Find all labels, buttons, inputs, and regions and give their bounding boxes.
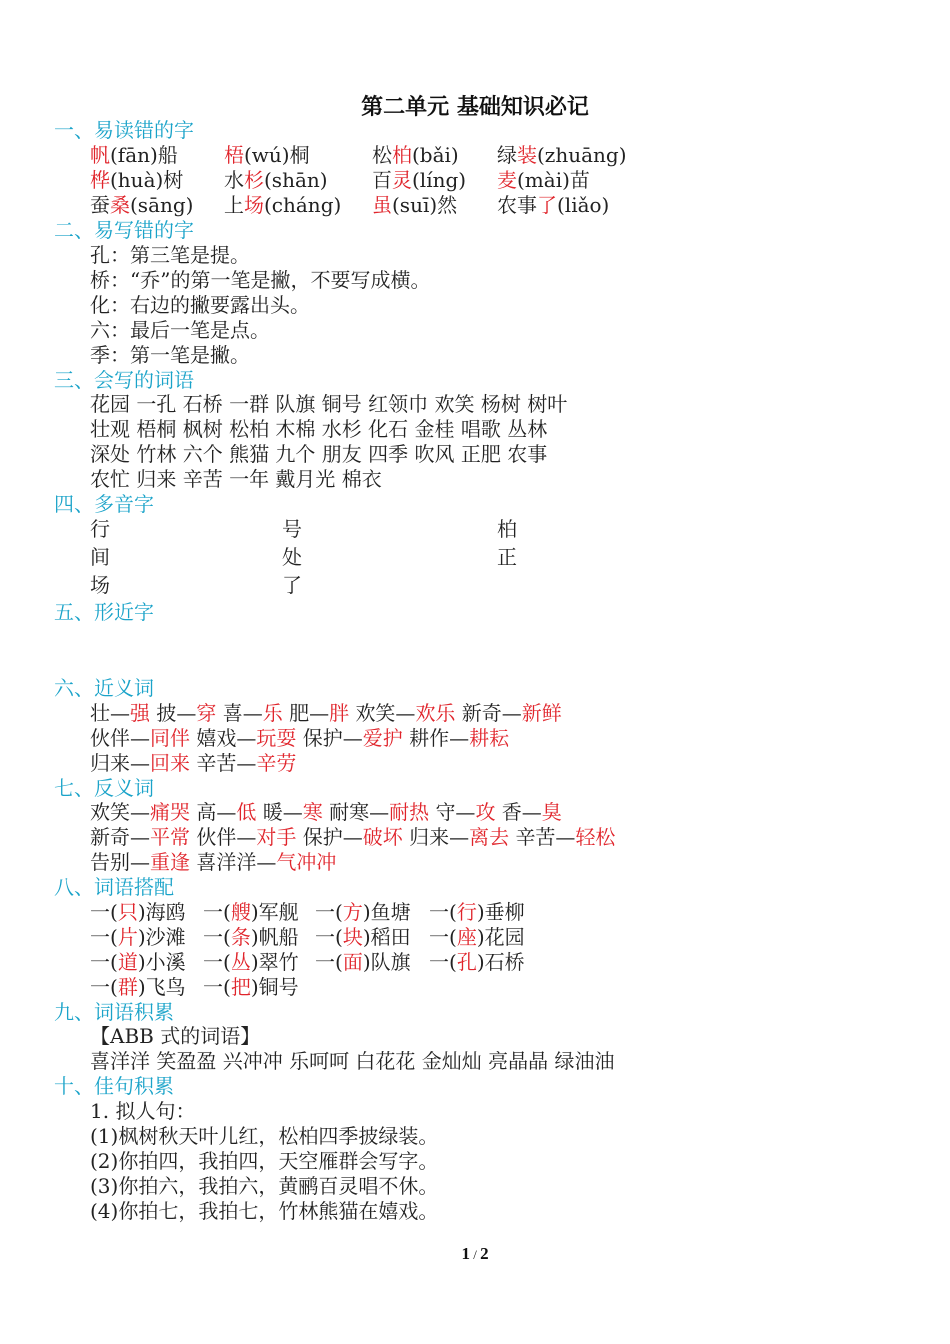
antonym-answer: 对手 <box>256 825 297 849</box>
antonym-answer: 破坏 <box>362 825 403 849</box>
antonym-pair <box>329 800 429 824</box>
synonym-answer: 回来 <box>150 751 190 775</box>
synonym-answer: 欢乐 <box>415 701 456 725</box>
antonym-answer: 重逢 <box>150 850 190 874</box>
polyphone-char: 了 <box>282 573 302 597</box>
collocation-item <box>203 975 299 999</box>
collocation-measure: 方 <box>342 900 363 924</box>
pinyin-item <box>224 143 310 167</box>
sentence-line: (3)你拍六，我拍六，黄鹂百灵唱不休。 <box>90 1174 439 1198</box>
collocation-prefix: 一( <box>203 975 231 999</box>
synonym-pair <box>196 726 296 750</box>
collocation-noun: )队旗 <box>362 950 411 974</box>
pinyin-key-char: 帆 <box>90 143 110 167</box>
synonym-word: 嬉戏— <box>196 726 257 750</box>
section-heading: 六、近义词 <box>54 676 154 700</box>
synonym-pair <box>90 751 190 775</box>
synonym-pair <box>303 726 403 750</box>
collocation-noun: )帆船 <box>250 925 299 949</box>
collocation-item <box>90 900 186 924</box>
collocation-item <box>90 925 186 949</box>
collocation-noun: )花园 <box>476 925 525 949</box>
antonym-pair <box>263 800 323 824</box>
page-total: 2 <box>480 1244 489 1263</box>
write-error-line: 季：第一笔是撇。 <box>90 343 250 367</box>
antonym-line <box>90 825 615 849</box>
pinyin-reading: (cháng) <box>264 193 342 217</box>
pinyin-reading: (shān) <box>264 168 328 192</box>
antonym-word: 欢笑— <box>90 800 150 824</box>
collocation-noun: )军舰 <box>250 900 299 924</box>
collocation-prefix: 一( <box>315 925 343 949</box>
synonym-pair <box>156 701 216 725</box>
synonym-line <box>90 701 562 725</box>
antonym-pair <box>196 825 296 849</box>
section-heading: 三、会写的词语 <box>54 368 194 392</box>
pinyin-item <box>497 143 627 167</box>
antonym-pair <box>502 800 562 824</box>
pinyin-prefix: 农事 <box>497 193 537 217</box>
antonym-pair <box>90 800 190 824</box>
synonym-word: 壮— <box>90 701 130 725</box>
antonym-word: 保护— <box>302 825 363 849</box>
section-heading: 七、反义词 <box>54 776 154 800</box>
collocation-measure: 座 <box>456 925 477 949</box>
collocation-noun: )垂柳 <box>476 900 525 924</box>
collocation-item <box>315 900 411 924</box>
collocation-prefix: 一( <box>90 900 118 924</box>
pinyin-item <box>497 168 590 192</box>
collocation-noun: )稻田 <box>362 925 411 949</box>
synonym-pair <box>462 701 562 725</box>
synonym-pair <box>196 751 296 775</box>
antonym-word: 高— <box>196 800 237 824</box>
collocation-measure: 丛 <box>230 950 251 974</box>
pinyin-key-char: 装 <box>517 143 537 167</box>
pinyin-prefix: 上 <box>224 193 244 217</box>
section-heading: 二、易写错的字 <box>54 218 194 242</box>
sentence-line: (2)你拍四，我拍四，天空雁群会写字。 <box>90 1149 439 1173</box>
antonym-line <box>90 800 562 824</box>
synonym-word: 披— <box>156 701 197 725</box>
antonym-word: 耐寒— <box>329 800 390 824</box>
pinyin-item <box>372 193 457 217</box>
pinyin-reading: (wú)桐 <box>244 143 310 167</box>
synonym-word: 新奇— <box>461 701 522 725</box>
synonym-pair <box>223 701 283 725</box>
pinyin-reading: (bǎi) <box>412 143 459 167</box>
pinyin-reading: (liǎo) <box>557 193 610 217</box>
antonym-pair <box>409 825 509 849</box>
pinyin-prefix: 百 <box>372 168 392 192</box>
synonym-word: 伙伴— <box>90 726 150 750</box>
write-error-line: 六：最后一笔是点。 <box>90 318 270 342</box>
synonym-word: 肥— <box>289 701 330 725</box>
pinyin-key-char: 麦 <box>497 168 517 192</box>
section-heading: 八、词语搭配 <box>54 875 174 899</box>
pinyin-prefix: 水 <box>224 168 244 192</box>
synonym-word: 耕作— <box>409 726 470 750</box>
collocation-item <box>90 950 186 974</box>
collocation-noun: )小溪 <box>137 950 186 974</box>
pinyin-item <box>90 143 178 167</box>
collocation-prefix: 一( <box>90 950 118 974</box>
antonym-line <box>90 850 336 874</box>
antonym-word: 归来— <box>409 825 470 849</box>
polyphone-char: 处 <box>282 545 302 569</box>
pinyin-key-char: 虽 <box>372 193 392 217</box>
collocation-item <box>315 925 411 949</box>
collocation-noun: )石桥 <box>476 950 525 974</box>
section-heading: 一、易读错的字 <box>54 118 194 142</box>
words-line: 农忙 归来 辛苦 一年 戴月光 棉衣 <box>90 467 382 491</box>
abb-words: 喜洋洋 笑盈盈 兴冲冲 乐呵呵 白花花 金灿灿 亮晶晶 绿油油 <box>90 1049 615 1073</box>
pinyin-prefix: 松 <box>372 143 392 167</box>
antonym-answer: 攻 <box>475 800 496 824</box>
polyphone-char: 柏 <box>497 517 517 541</box>
collocation-item <box>203 900 299 924</box>
pinyin-item <box>497 193 609 217</box>
collocation-item <box>429 900 525 924</box>
pinyin-reading: (zhuāng) <box>537 143 627 167</box>
synonym-answer: 胖 <box>329 701 350 725</box>
collocation-measure: 把 <box>230 975 251 999</box>
pinyin-reading: (huà)树 <box>110 168 184 192</box>
pinyin-item <box>224 168 328 192</box>
polyphone-char: 号 <box>282 517 302 541</box>
collocation-measure: 条 <box>230 925 251 949</box>
pinyin-reading: (líng) <box>412 168 467 192</box>
collocation-measure: 艘 <box>230 900 251 924</box>
antonym-pair <box>515 825 615 849</box>
page-separator: / <box>469 1247 481 1262</box>
antonym-answer: 低 <box>236 800 257 824</box>
pinyin-key-char: 桑 <box>110 193 130 217</box>
antonym-answer: 气冲冲 <box>276 850 337 874</box>
antonym-word: 伙伴— <box>196 825 257 849</box>
collocation-prefix: 一( <box>90 975 118 999</box>
collocation-item <box>90 975 186 999</box>
pinyin-reading: (sāng) <box>130 193 194 217</box>
section-heading: 十、佳句积累 <box>54 1074 174 1098</box>
collocation-item <box>203 925 299 949</box>
synonym-pair <box>355 701 455 725</box>
polyphone-char: 行 <box>90 517 110 541</box>
collocation-measure: 道 <box>117 950 138 974</box>
words-line: 深处 竹林 六个 熊猫 九个 朋友 四季 吹风 正肥 农事 <box>90 442 548 466</box>
polyphone-char: 正 <box>497 545 517 569</box>
antonym-pair <box>90 850 190 874</box>
collocation-item <box>315 950 411 974</box>
section-heading: 四、多音字 <box>54 492 154 516</box>
collocation-prefix: 一( <box>429 950 457 974</box>
pinyin-item <box>90 193 193 217</box>
pinyin-prefix: 蚕 <box>90 193 110 217</box>
synonym-word: 归来— <box>90 751 150 775</box>
synonym-word: 喜— <box>222 701 263 725</box>
antonym-word: 守— <box>435 800 476 824</box>
sentence-label: 1. 拟人句： <box>90 1099 196 1123</box>
pinyin-key-char: 灵 <box>392 168 412 192</box>
page-number: 1 <box>461 1244 470 1263</box>
synonym-answer: 同伴 <box>150 726 190 750</box>
collocation-measure: 行 <box>456 900 477 924</box>
collocation-item <box>429 950 525 974</box>
antonym-answer: 轻松 <box>575 825 616 849</box>
pinyin-prefix: 绿 <box>497 143 517 167</box>
collocation-noun: )翠竹 <box>250 950 299 974</box>
pinyin-item <box>372 143 459 167</box>
polyphone-char: 场 <box>90 573 110 597</box>
collocation-prefix: 一( <box>315 900 343 924</box>
pinyin-reading: (fān)船 <box>110 143 178 167</box>
antonym-word: 告别— <box>90 850 150 874</box>
collocation-measure: 片 <box>117 925 138 949</box>
synonym-answer: 乐 <box>262 701 283 725</box>
collocation-prefix: 一( <box>315 950 343 974</box>
collocation-prefix: 一( <box>429 925 457 949</box>
pinyin-reading: (suī)然 <box>392 193 458 217</box>
antonym-word: 辛苦— <box>515 825 576 849</box>
synonym-answer: 强 <box>130 701 150 725</box>
pinyin-key-char: 梧 <box>224 143 244 167</box>
synonym-word: 保护— <box>302 726 363 750</box>
collocation-noun: )飞鸟 <box>137 975 186 999</box>
antonym-pair <box>435 800 495 824</box>
collocation-item <box>203 950 299 974</box>
pinyin-key-char: 柏 <box>392 143 412 167</box>
pinyin-reading: (mài)苗 <box>517 168 590 192</box>
antonym-pair <box>90 825 190 849</box>
synonym-answer: 耕耘 <box>469 726 510 750</box>
collocation-noun: )沙滩 <box>137 925 186 949</box>
synonym-pair <box>90 701 150 725</box>
write-error-line: 化：右边的撇要露出头。 <box>90 293 310 317</box>
synonym-word: 辛苦— <box>196 751 257 775</box>
synonym-pair <box>90 726 190 750</box>
antonym-answer: 离去 <box>469 825 510 849</box>
antonym-answer: 痛哭 <box>150 800 190 824</box>
pinyin-item <box>224 193 341 217</box>
antonym-word: 喜洋洋— <box>196 850 277 874</box>
synonym-pair <box>409 726 509 750</box>
collocation-noun: )铜号 <box>250 975 299 999</box>
antonym-word: 新奇— <box>90 825 150 849</box>
section-heading: 九、词语积累 <box>54 1000 174 1024</box>
pinyin-key-char: 场 <box>244 193 264 217</box>
synonym-pair <box>289 701 349 725</box>
sentence-line: (1)枫树秋天叶儿红，松柏四季披绿装。 <box>90 1124 439 1148</box>
pinyin-key-char: 桦 <box>90 168 110 192</box>
antonym-answer: 平常 <box>150 825 190 849</box>
synonym-answer: 新鲜 <box>521 701 562 725</box>
synonym-answer: 玩耍 <box>256 726 297 750</box>
collocation-prefix: 一( <box>429 900 457 924</box>
antonym-word: 香— <box>501 800 542 824</box>
collocation-noun: )海鸥 <box>137 900 186 924</box>
collocation-measure: 群 <box>117 975 138 999</box>
collocation-measure: 面 <box>342 950 363 974</box>
words-line: 壮观 梧桐 枫树 松柏 木棉 水杉 化石 金桂 唱歌 丛林 <box>90 417 548 441</box>
section-heading: 五、形近字 <box>54 600 154 624</box>
collocation-prefix: 一( <box>203 950 231 974</box>
synonym-answer: 爱护 <box>362 726 403 750</box>
collocation-measure: 孔 <box>456 950 477 974</box>
collocation-prefix: 一( <box>90 925 118 949</box>
words-line: 花园 一孔 石桥 一群 队旗 铜号 红领巾 欢笑 杨树 树叶 <box>90 392 568 416</box>
antonym-answer: 耐热 <box>389 800 430 824</box>
pinyin-item <box>372 168 466 192</box>
collocation-noun: )鱼塘 <box>362 900 411 924</box>
write-error-line: 孔：第三笔是提。 <box>90 243 250 267</box>
collocation-prefix: 一( <box>203 925 231 949</box>
collocation-measure: 只 <box>117 900 138 924</box>
write-error-line: 桥：“乔”的第一笔是撇，不要写成横。 <box>90 268 431 292</box>
synonym-answer: 辛劳 <box>256 751 297 775</box>
collocation-item <box>429 925 525 949</box>
antonym-pair <box>196 850 336 874</box>
antonym-answer: 寒 <box>302 800 323 824</box>
synonym-line <box>90 726 509 750</box>
antonym-word: 暖— <box>262 800 303 824</box>
collocation-measure: 块 <box>342 925 363 949</box>
pinyin-key-char: 杉 <box>244 168 264 192</box>
antonym-pair <box>196 800 256 824</box>
antonym-pair <box>303 825 403 849</box>
collocation-prefix: 一( <box>203 900 231 924</box>
polyphone-char: 间 <box>90 545 110 569</box>
pinyin-key-char: 了 <box>537 193 557 217</box>
page-title: 第二单元 基础知识必记 <box>361 95 589 120</box>
sentence-line: (4)你拍七，我拍七，竹林熊猫在嬉戏。 <box>90 1199 439 1223</box>
synonym-line <box>90 751 296 775</box>
abb-label: 【ABB 式的词语】 <box>90 1024 261 1048</box>
page-footer <box>0 1244 950 1264</box>
antonym-answer: 臭 <box>541 800 562 824</box>
synonym-answer: 穿 <box>196 701 217 725</box>
synonym-word: 欢笑— <box>355 701 416 725</box>
pinyin-item <box>90 168 183 192</box>
